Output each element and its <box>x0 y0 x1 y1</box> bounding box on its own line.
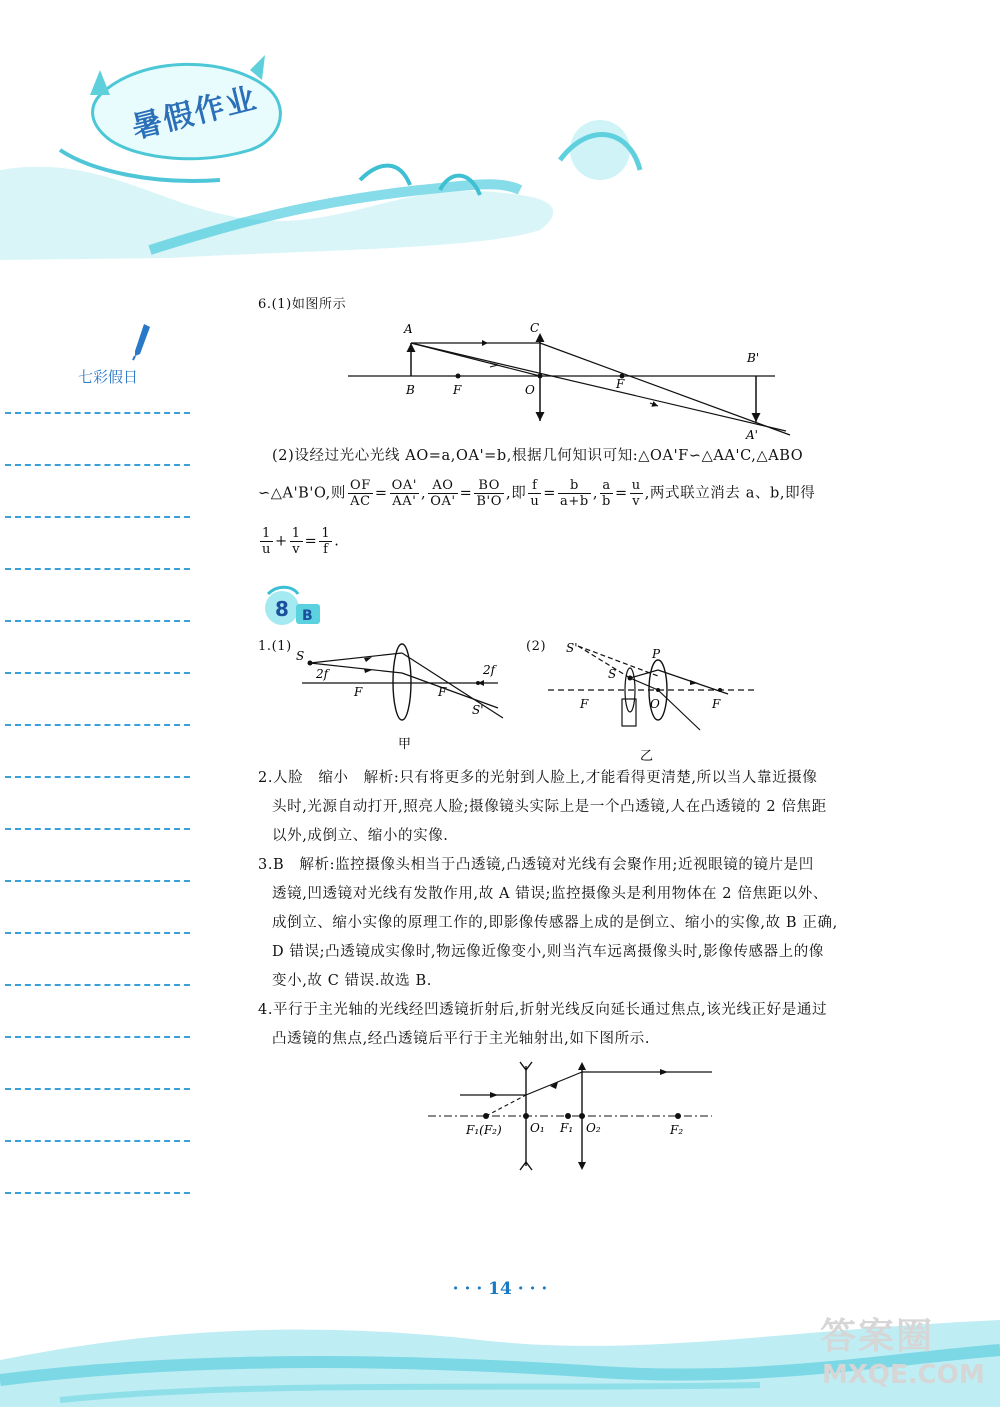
label-S: S <box>296 649 305 663</box>
label-F-left: F <box>580 697 589 711</box>
fraction: $\frac{AO}{OA'}$ <box>430 478 456 509</box>
note-line <box>5 412 190 414</box>
note-line <box>5 464 190 466</box>
note-line <box>5 1088 190 1090</box>
q3-line5: 变小,故 C 错误.故选 B. <box>272 973 432 989</box>
label-O: O <box>525 383 535 397</box>
label-S-prime: S' <box>472 703 484 717</box>
q6-part2-line1: (2)设经过光心光线 AO=a,OA'=b,根据几何知识可知:△OA'F∽△AA'C,△ABO <box>272 448 804 464</box>
label-F1: F₁ <box>560 1121 574 1135</box>
label-O2: O₂ <box>586 1121 601 1135</box>
label-C: C <box>530 321 540 335</box>
label-F-right: F <box>712 697 721 711</box>
banner-title: 暑假作业 <box>128 80 262 146</box>
label-F-left: F <box>354 685 363 699</box>
q1-label-2: (2) <box>526 639 547 654</box>
note-line <box>5 568 190 570</box>
note-line <box>5 828 190 830</box>
fraction: $\frac{u}{v}$ <box>631 478 641 509</box>
note-line <box>5 1036 190 1038</box>
fraction: $\frac{f}{u}$ <box>530 478 540 509</box>
note-line <box>5 672 190 674</box>
q2-line2: 头时,光源自动打开,照亮人脸;摄像镜头实际上是一个凸透镜,人在凸透镜的 2 倍焦距 <box>272 799 827 815</box>
label-S: S <box>608 667 617 681</box>
q3-line4: D 错误;凸透镜成实像时,物远像近像变小,则当汽车远离摄像头时,影像传感器上的像 <box>272 944 824 960</box>
q6-line2-end: ,两式联立消去 a、b,即得 <box>644 485 816 502</box>
note-line <box>5 880 190 882</box>
label-O1: O₁ <box>530 1121 545 1135</box>
section-badge <box>258 584 328 628</box>
watermark-logo: 答案圈 <box>820 1316 935 1357</box>
page-number: · · · 14 · · · <box>452 1279 548 1299</box>
fraction: $\frac{1}{f}$ <box>321 526 331 557</box>
q4-line1: 4.平行于主光轴的光线经凹透镜折射后,折射光线反向延长通过焦点,该光线正好是通过 <box>258 1002 828 1018</box>
note-line <box>5 516 190 518</box>
q4-line2: 凸透镜的焦点,经凸透镜后平行于主光轴射出,如下图所示. <box>272 1031 651 1047</box>
label-F-left: F <box>453 383 462 397</box>
q1-diagram-yi <box>540 636 760 766</box>
note-line <box>5 1192 190 1194</box>
section-letter: B <box>302 608 313 624</box>
fraction: $\frac{BO}{B'O}$ <box>476 478 502 509</box>
note-line <box>5 776 190 778</box>
note-line <box>5 1140 190 1142</box>
q1-diagram-jia <box>288 636 518 756</box>
note-line <box>5 724 190 726</box>
fraction: $\frac{1}{v}$ <box>291 526 301 557</box>
note-line <box>5 620 190 622</box>
label-S-prime: S' <box>566 641 578 655</box>
q2-line1: 2.人脸 缩小 解析:只有将更多的光射到人脸上,才能看得更清楚,所以当人靠近摄像 <box>258 770 818 786</box>
note-line <box>5 984 190 986</box>
q3-line3: 成倒立、缩小实像的原理工作的,即影像传感器上成的是倒立、缩小的实像,故 B 正确, <box>272 915 838 931</box>
label-F2: F₂ <box>670 1123 684 1137</box>
q3-line1: 3.B 解析:监控摄像头相当于凸透镜,凸透镜对光线有会聚作用;近视眼镜的镜片是凹 <box>258 857 814 873</box>
caption-jia: 甲 <box>398 737 412 752</box>
pen-icon <box>130 322 154 362</box>
q2-line3: 以外,成倒立、缩小的实像. <box>272 828 449 844</box>
q4-lens-diagram <box>420 1058 720 1178</box>
q6-part2-line2: ∽△A'B'O,则 $\frac{OF}{AC}$ = $\frac{OA'}{AA'}$ , $\frac{AO}{OA'}$ = $\frac{BO}{B'O}$ ,即 $\frac{f}{u}$ = $\frac{b}{a+b}$ , $\frac{a}{b}$ = $\frac{u}{v}$ ,两式联立消去 a、b,即得 <box>258 478 816 509</box>
label-A-prime: A' <box>746 428 758 442</box>
q6-lens-diagram <box>340 318 810 448</box>
fraction: $\frac{OF}{AC}$ <box>349 478 371 509</box>
label-O: O <box>650 697 660 711</box>
note-line <box>5 932 190 934</box>
fraction: $\frac{OA'}{AA'}$ <box>391 478 418 509</box>
label-F1F2: F₁(F₂) <box>466 1123 502 1137</box>
section-number: 8 <box>275 597 289 621</box>
label-B-prime: B' <box>747 351 760 365</box>
fraction: $\frac{1}{u}$ <box>262 526 271 557</box>
caption-yi: 乙 <box>640 749 654 764</box>
label-P: P <box>652 647 661 661</box>
q6-result: $\frac{1}{u}$ + $\frac{1}{v}$ = $\frac{1}{f}$ . <box>262 526 340 557</box>
q3-line2: 透镜,凹透镜对光线有发散作用,故 A 错误;监控摄像头是利用物体在 2 倍焦距以外、 <box>272 886 828 902</box>
fraction: $\frac{a}{b}$ <box>602 478 611 509</box>
fraction: $\frac{b}{a+b}$ <box>560 478 589 509</box>
label-2f-left: 2f <box>316 667 329 681</box>
q6-part1-label: 6.(1)如图所示 <box>258 297 347 312</box>
label-A: A <box>404 322 413 336</box>
label-F-right: F <box>438 685 447 699</box>
label-F-right: F <box>616 377 625 391</box>
sidebar-label: 七彩假日 <box>78 368 139 386</box>
watermark-url: MXQE.COM <box>822 1360 985 1390</box>
label-2f-right: 2f <box>483 663 496 677</box>
q1-label: 1.(1) <box>258 639 292 654</box>
q6-line2-start: ∽△A'B'O,则 <box>258 485 346 502</box>
label-B: B <box>406 383 415 397</box>
